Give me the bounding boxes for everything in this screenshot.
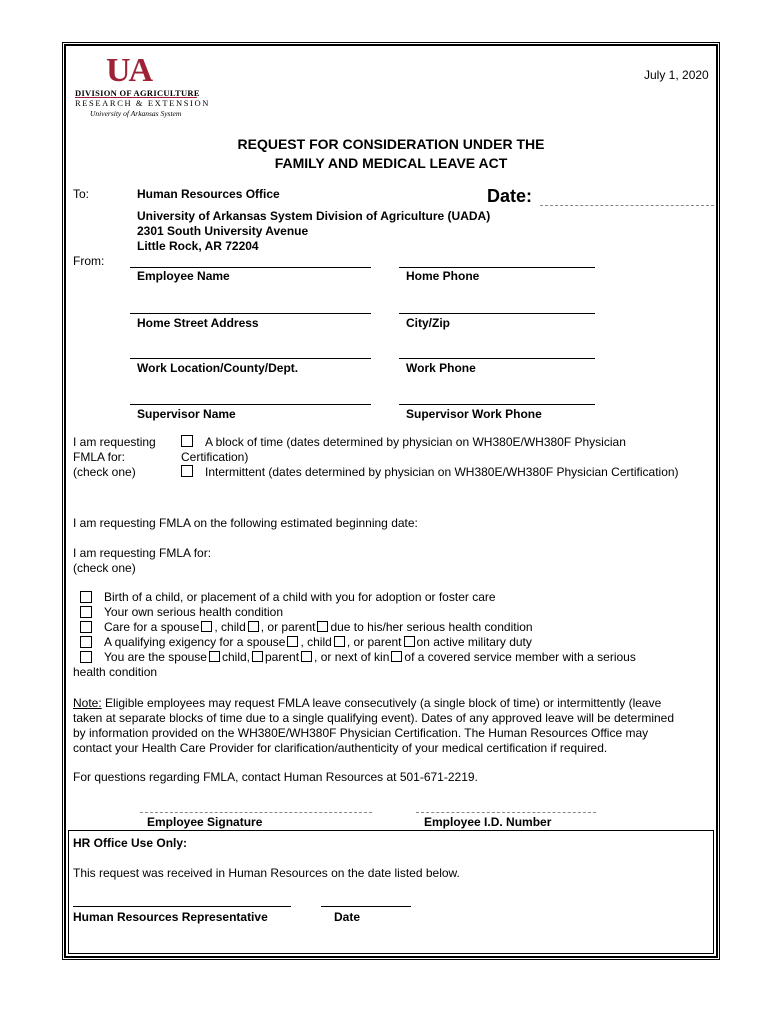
service-child-checkbox[interactable] bbox=[252, 651, 263, 662]
service-spouse-text: You are the spouse bbox=[104, 650, 207, 664]
employee-name-field[interactable] bbox=[130, 267, 371, 268]
hr-date-label: Date bbox=[334, 910, 361, 924]
form-title-line2: FAMILY AND MEDICAL LEAVE ACT bbox=[274, 155, 508, 171]
note-paragraph bbox=[73, 696, 713, 756]
contact-text: For questions regarding FMLA, contact Human Resources at 501-671-2219. bbox=[73, 770, 478, 784]
note-line1: Eligible employees may request FMLA leave consecutively (a single block of time) or intermittently (leave bbox=[101, 696, 662, 710]
intermittent-checkbox[interactable] bbox=[181, 465, 193, 477]
work-location-field[interactable] bbox=[130, 358, 371, 359]
hr-office-title: HR Office Use Only: bbox=[73, 836, 188, 850]
note-line4: contact your Health Care Provider for clarification/authenticity of your medical certification if required. bbox=[73, 741, 608, 755]
employee-id-field[interactable] bbox=[416, 812, 596, 813]
work-phone-field[interactable] bbox=[399, 358, 595, 359]
logo-research-text: RESEARCH & EXTENSION bbox=[75, 98, 210, 108]
care-parent-text: , or parent bbox=[260, 620, 316, 634]
exigency-checkbox[interactable] bbox=[80, 636, 92, 648]
home-address-field[interactable] bbox=[130, 313, 371, 314]
exigency-parent-text: , or parent bbox=[346, 635, 402, 649]
requesting-label-3: (check one) bbox=[73, 465, 136, 479]
reasons-intro: I am requesting FMLA for: bbox=[73, 546, 212, 560]
issue-date: July 1, 2020 bbox=[644, 68, 709, 82]
care-parent-checkbox[interactable] bbox=[317, 621, 328, 632]
reason-birth: Birth of a child, or placement of a child with you for adoption or foster care bbox=[104, 590, 496, 604]
reason-own-health: Your own serious health condition bbox=[104, 605, 284, 619]
work-location-label: Work Location/County/Dept. bbox=[137, 361, 299, 375]
to-university: University of Arkansas System Division of Agriculture (UADA) bbox=[137, 209, 491, 223]
date-field[interactable] bbox=[540, 205, 714, 206]
own-health-checkbox[interactable] bbox=[80, 606, 92, 618]
birth-checkbox[interactable] bbox=[80, 591, 92, 603]
service-kin-checkbox[interactable] bbox=[391, 651, 402, 662]
care-child-checkbox[interactable] bbox=[248, 621, 259, 632]
exigency-spouse-text: A qualifying exigency for a spouse bbox=[104, 635, 286, 649]
reason-exigency-row bbox=[104, 635, 532, 649]
care-child-text: , child bbox=[214, 620, 246, 634]
exigency-spouse-checkbox[interactable] bbox=[287, 636, 298, 647]
to-label: To: bbox=[73, 187, 90, 201]
city-zip-label: City/Zip bbox=[406, 316, 450, 330]
city-zip-field[interactable] bbox=[399, 313, 595, 314]
begin-date-text: I am requesting FMLA on the following estimated beginning date: bbox=[73, 516, 418, 530]
to-street: 2301 South University Avenue bbox=[137, 224, 309, 238]
care-spouse-text: Care for a spouse bbox=[104, 620, 200, 634]
service-covered-text: of a covered service member with a serious bbox=[404, 650, 636, 664]
requesting-label-2: FMLA for: bbox=[73, 450, 126, 464]
care-spouse-checkbox[interactable] bbox=[201, 621, 212, 632]
service-member-checkbox[interactable] bbox=[80, 651, 92, 663]
service-parent-text: parent bbox=[265, 650, 300, 664]
employee-name-label: Employee Name bbox=[137, 269, 230, 283]
exigency-duty-text: on active military duty bbox=[416, 635, 532, 649]
block-of-time-text-cont: Certification) bbox=[181, 450, 249, 464]
ua-logo: UA bbox=[106, 52, 152, 89]
reasons-check-one: (check one) bbox=[73, 561, 136, 575]
to-office: Human Resources Office bbox=[137, 187, 280, 201]
note-line2: taken at separate blocks of time due to a single qualifying event). Dates of any approved leave will be determined bbox=[73, 711, 675, 725]
requesting-label-1: I am requesting bbox=[73, 435, 156, 449]
reason-service-row bbox=[104, 650, 636, 664]
intermittent-text: Intermittent (dates determined by physician on WH380E/WH380F Physician Certification) bbox=[205, 465, 679, 479]
hr-date-field[interactable] bbox=[321, 906, 411, 907]
exigency-parent-checkbox[interactable] bbox=[404, 636, 415, 647]
supervisor-phone-label: Supervisor Work Phone bbox=[406, 407, 542, 421]
exigency-child-text: , child bbox=[300, 635, 332, 649]
hr-received-text: This request was received in Human Resources on the date listed below. bbox=[73, 866, 460, 880]
service-child-text: child, bbox=[221, 650, 250, 664]
employee-signature-label: Employee Signature bbox=[147, 815, 263, 829]
service-spouse-checkbox[interactable] bbox=[209, 651, 220, 662]
service-parent-checkbox[interactable] bbox=[301, 651, 312, 662]
to-city: Little Rock, AR 72204 bbox=[137, 239, 259, 253]
logo-system-text: University of Arkansas System bbox=[90, 109, 182, 118]
from-label: From: bbox=[73, 254, 105, 268]
hr-rep-label: Human Resources Representative bbox=[73, 910, 268, 924]
form-title-line1: REQUEST FOR CONSIDERATION UNDER THE bbox=[237, 136, 545, 152]
care-checkbox[interactable] bbox=[80, 621, 92, 633]
exigency-child-checkbox[interactable] bbox=[334, 636, 345, 647]
block-of-time-text: A block of time (dates determined by physician on WH380E/WH380F Physician bbox=[205, 435, 626, 449]
employee-signature-field[interactable] bbox=[140, 812, 372, 813]
logo-division-text: DIVISION OF AGRICULTURE bbox=[75, 88, 200, 98]
supervisor-name-label: Supervisor Name bbox=[137, 407, 236, 421]
hr-rep-field[interactable] bbox=[73, 906, 291, 907]
service-kin-text: , or next of kin bbox=[314, 650, 390, 664]
reason-service-cont: health condition bbox=[73, 665, 158, 679]
home-phone-field[interactable] bbox=[399, 267, 595, 268]
supervisor-name-field[interactable] bbox=[130, 404, 371, 405]
note-label: Note: bbox=[73, 696, 102, 710]
care-condition-text: due to his/her serious health condition bbox=[330, 620, 533, 634]
home-address-label: Home Street Address bbox=[137, 316, 259, 330]
note-line3: by information provided on the WH380E/WH380F Physician Certification. The Human Resources Office may bbox=[73, 726, 649, 740]
work-phone-label: Work Phone bbox=[406, 361, 476, 375]
block-of-time-checkbox[interactable] bbox=[181, 435, 193, 447]
employee-id-label: Employee I.D. Number bbox=[424, 815, 552, 829]
home-phone-label: Home Phone bbox=[406, 269, 480, 283]
supervisor-phone-field[interactable] bbox=[399, 404, 595, 405]
date-label: Date: bbox=[487, 186, 533, 206]
reason-care-row bbox=[104, 620, 533, 634]
